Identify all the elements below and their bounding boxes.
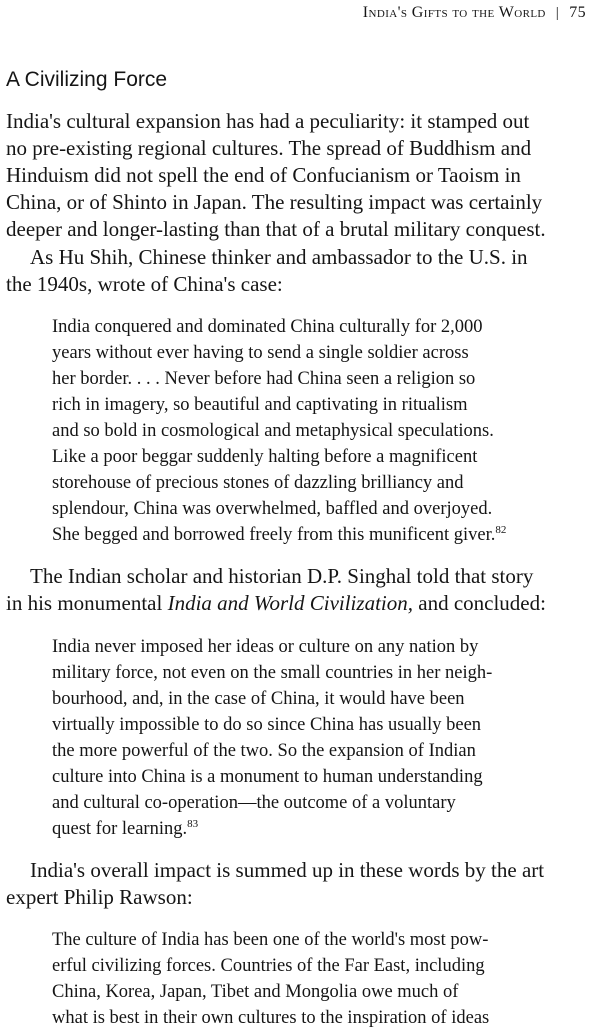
running-head-separator: | bbox=[555, 5, 560, 21]
paragraph-text: and concluded: bbox=[413, 591, 546, 615]
paragraph-line: India's overall impact is summed up in these words by the art bbox=[30, 858, 545, 882]
paragraph-line: deeper and longer-lasting than that of a brutal military conquest. bbox=[6, 217, 546, 241]
quote-line bbox=[52, 816, 198, 842]
quote-line: military force, not even on the small countries in her neigh- bbox=[52, 663, 493, 683]
quote-line: China, Korea, Japan, Tibet and Mongolia owe much of bbox=[52, 982, 459, 1002]
quote-line: years without ever having to send a single soldier across bbox=[52, 343, 469, 363]
quote-line: culture into China is a monument to human understanding bbox=[52, 767, 483, 787]
paragraph-line: The Indian scholar and historian D.P. Singhal told that story bbox=[30, 564, 534, 588]
paragraph-line: India's cultural expansion has had a peculiarity: it stamped out bbox=[6, 109, 530, 133]
quote-line: splendour, China was overwhelmed, baffled and overjoyed. bbox=[52, 499, 493, 519]
footnote-ref: 83 bbox=[187, 817, 199, 830]
quote-line: virtually impossible to do so since China has usually been bbox=[52, 715, 482, 735]
footnote-ref: 82 bbox=[495, 523, 507, 536]
quote-line: India never imposed her ideas or culture on any nation by bbox=[52, 637, 479, 657]
running-head-title: India's Gifts to the World bbox=[362, 4, 546, 21]
section-heading: A Civilizing Force bbox=[6, 68, 168, 91]
paragraph-line bbox=[6, 590, 546, 617]
quote-line bbox=[52, 522, 506, 548]
quote-line: what is best in their own cultures to the inspiration of ideas bbox=[52, 1008, 490, 1028]
quote-line: The culture of India has been one of the world's most pow- bbox=[52, 930, 489, 950]
paragraph-line: expert Philip Rawson: bbox=[6, 885, 193, 909]
quote-line-text: She begged and borrowed freely from this munificent giver. bbox=[52, 525, 496, 545]
paragraph-line: As Hu Shih, Chinese thinker and ambassador to the U.S. in bbox=[30, 245, 528, 269]
paragraph-line: no pre-existing regional cultures. The spread of Buddhism and bbox=[6, 136, 532, 160]
quote-line: rich in imagery, so beautiful and captivating in ritualism bbox=[52, 395, 468, 415]
paragraph-text: in his monumental bbox=[6, 591, 168, 615]
running-head bbox=[363, 4, 586, 22]
quote-line: her border. . . . Never before had China seen a religion so bbox=[52, 369, 476, 389]
quote-line: the more powerful of the two. So the expansion of Indian bbox=[52, 741, 476, 761]
book-title: India and World Civilization, bbox=[167, 591, 413, 615]
quote-line: Like a poor beggar suddenly halting before a magnificent bbox=[52, 447, 478, 467]
paragraph-line: Hinduism did not spell the end of Confucianism or Taoism in bbox=[6, 163, 521, 187]
quote-line: India conquered and dominated China culturally for 2,000 bbox=[52, 317, 483, 337]
quote-line: bourhood, and, in the case of China, it would have been bbox=[52, 689, 465, 709]
quote-line: erful civilizing forces. Countries of the Far East, including bbox=[52, 956, 485, 976]
quote-line: storehouse of precious stones of dazzling brilliancy and bbox=[52, 473, 464, 493]
quote-line: and so bold in cosmological and metaphysical speculations. bbox=[52, 421, 494, 441]
page-number: 75 bbox=[569, 4, 586, 21]
paragraph-line: China, or of Shinto in Japan. The resulting impact was certainly bbox=[6, 190, 543, 214]
quote-line-text: quest for learning. bbox=[52, 819, 188, 839]
quote-line: and cultural co-operation—the outcome of a voluntary bbox=[52, 793, 456, 813]
paragraph-line: the 1940s, wrote of China's case: bbox=[6, 272, 283, 296]
